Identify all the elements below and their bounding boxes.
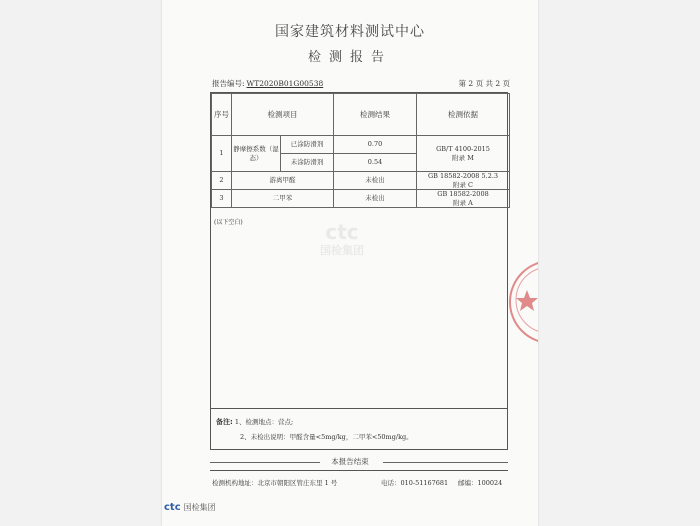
remark-line-2: 2、未检出说明：甲醛含量<5mg/kg，二甲苯<50mg/kg。 bbox=[240, 433, 413, 441]
org-title: 国家建筑材料测试中心 bbox=[275, 24, 425, 40]
remark-location: 1、检测地点：营点; bbox=[234, 418, 294, 426]
remark-line-1 bbox=[216, 417, 293, 427]
row-result: 0.54 bbox=[334, 154, 417, 172]
watermark bbox=[320, 222, 364, 258]
remarks-section bbox=[211, 408, 507, 452]
footer-phone: 电话：010-51167681 bbox=[381, 479, 449, 487]
basis-appendix: 附录 M bbox=[452, 153, 474, 162]
end-rule-right bbox=[383, 462, 508, 463]
report-table-frame bbox=[210, 92, 508, 450]
row-result: 未检出 bbox=[334, 172, 417, 190]
basis-standard: GB 18582-2008 5.2.3 bbox=[427, 172, 499, 181]
watermark-text: 国检集团 bbox=[320, 244, 364, 257]
blank-note: (以下空白) bbox=[214, 219, 243, 226]
report-number-label: 报告编号: bbox=[212, 79, 245, 88]
row-seq: 1 bbox=[212, 136, 232, 172]
remarks-label: 备注: bbox=[216, 418, 233, 426]
table-row bbox=[212, 190, 510, 208]
ctc-logo-text: 国检集团 bbox=[183, 503, 216, 512]
official-seal-icon bbox=[509, 260, 538, 344]
basis-standard: GB/T 4100-2015 bbox=[436, 145, 490, 154]
row-result: 0.70 bbox=[334, 136, 417, 154]
basis-standard: GB 18582-2008 bbox=[437, 190, 489, 199]
ctc-logo bbox=[164, 502, 216, 513]
basis-appendix: 附录 A bbox=[453, 198, 473, 207]
doc-title: 检测报告 bbox=[307, 50, 392, 65]
page-indicator: 第 2 页 共 2 页 bbox=[458, 79, 510, 88]
row-item: 二甲苯 bbox=[232, 190, 334, 208]
header-result: 检测结果 bbox=[334, 94, 417, 136]
ctc-logo-mark: ctc bbox=[164, 502, 181, 513]
footer-rule bbox=[210, 470, 508, 471]
row-basis bbox=[417, 172, 510, 190]
table-row bbox=[212, 136, 510, 154]
footer-address: 检测机构地址：北京市朝阳区管庄东里 1 号 bbox=[212, 479, 338, 487]
row-item: 游离甲醛 bbox=[232, 172, 334, 190]
end-of-report: 本报告结束 bbox=[331, 457, 369, 466]
report-number-line bbox=[212, 78, 323, 89]
sub-item: 已涂防滑剂 bbox=[281, 136, 334, 154]
table-row bbox=[212, 172, 510, 190]
result-table bbox=[211, 93, 510, 208]
row-result: 未检出 bbox=[334, 190, 417, 208]
footer-postcode: 邮编：100024 bbox=[458, 479, 503, 487]
header-item: 检测项目 bbox=[232, 94, 334, 136]
table-header-row bbox=[212, 94, 510, 136]
sub-item: 未涂防滑剂 bbox=[281, 154, 334, 172]
basis-appendix: 附录 C bbox=[452, 180, 474, 189]
header-seq: 序号 bbox=[212, 94, 232, 136]
report-page bbox=[162, 0, 538, 526]
row-seq: 3 bbox=[212, 190, 232, 208]
row-item: 静摩擦系数（湿态） bbox=[232, 136, 281, 172]
report-number: WT2020B01G00538 bbox=[246, 79, 324, 88]
row-basis bbox=[417, 136, 510, 172]
watermark-mark: ctc bbox=[325, 220, 359, 244]
header-basis: 检测依据 bbox=[417, 94, 510, 136]
row-basis bbox=[417, 190, 510, 208]
row-seq: 2 bbox=[212, 172, 232, 190]
